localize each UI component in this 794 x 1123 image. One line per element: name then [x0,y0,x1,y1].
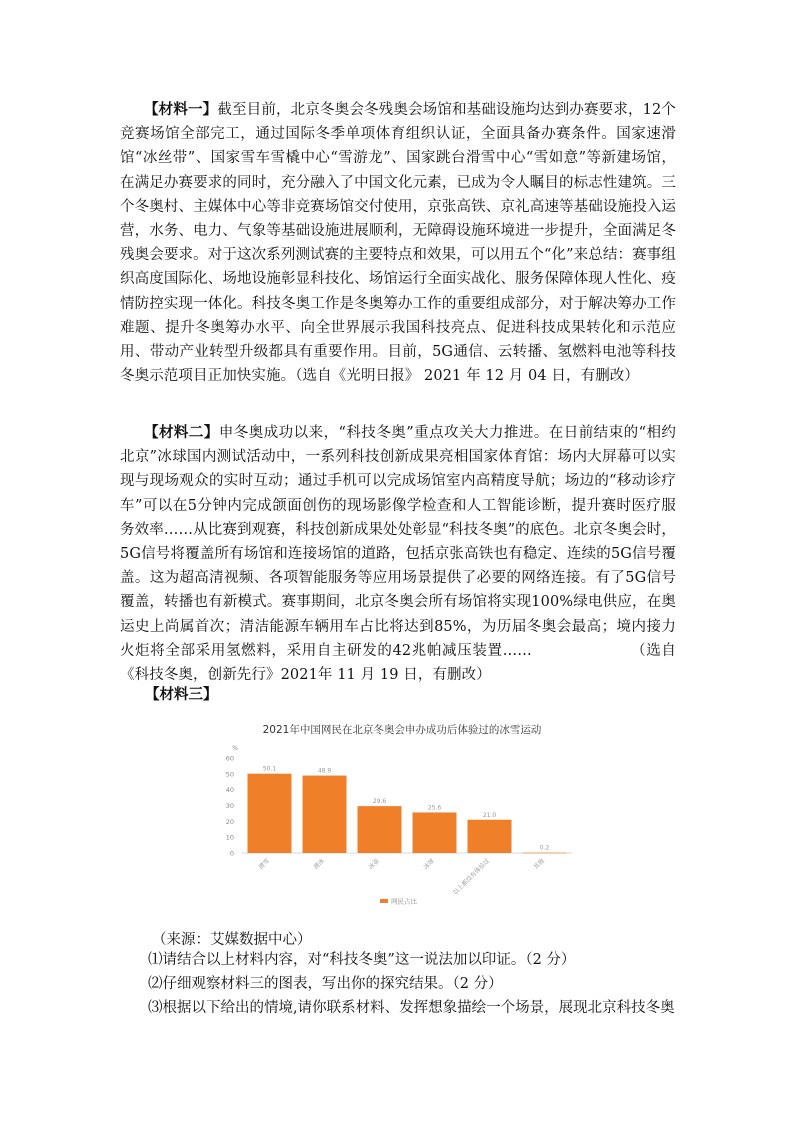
y-tick-label: 60 [225,754,234,763]
x-tick-label-5: 以上都没有体验过 [452,857,491,897]
x-tick-label-4: 冰球 [422,857,436,871]
data-label-3: 29.6 [372,798,387,806]
bar-2 [303,776,347,853]
data-label-6: 0.2 [539,844,550,852]
x-tick-label-3: 冰壶 [367,857,381,871]
legend-label: 网民占比 [391,897,417,906]
y-tick-label: 30 [225,802,234,810]
question-1: ⑴请结合以上材料内容，对“科技冬奥”这一说法加以印证。（2 分） [148,952,576,968]
question-3: ⑶根据以下给出的情境,请你联系材料、发挥想象描绘一个场景，展现北京科技冬奥 [148,1000,675,1016]
y-tick-label: 40 [225,786,234,795]
data-source: （来源：艾媒数据中心） [152,932,312,948]
material-one-text: 截至目前，北京冬奥会冬残奥会场馆和基础设施均达到办赛要求，12个竞赛场馆全部完工，通过国际冬季单项体育组织认证，全面具备办赛条件。国家速滑馆“冰丝带”、国家雪车雪橇中心“雪游龙”、国家跳台滑雪中心“雪如意”等新建场馆，在满足办赛要求的同时，充分融入了中国文化元素，已成为令人瞩目的标志性建筑。三个冬奥村、主媒体中心等非竞赛场馆交付使用，京张高铁、京礼高速等基础设施投入运营，水务、电力、气象等基础设施进展顺利，无障碍设施环境进一步提升，全面满足冬残奥会要求。对于这次系列测试赛的主要特点和效果，可以用五个“化”来总结：赛事组织高度国际化、场地设施彰显科技化、场馆运行全面实战化、服务保障体现人性化、疫情防控实现一体化。科技冬奥工作是冬奥筹办工作的重要组成部分，对于解决筹办工作难题、提升冬奥筹办水平、向全世界展示我国科技亮点、促进科技成果转化和示范应用、带动产业转型升级都具有重要作用。目前，5G通信、云转播、氢燃料电池等科技冬奥示范项目正加快实施。（选自《光明日报》 2021 年 12 月 04 日，有删改） [120,102,677,385]
material-two-text: 申冬奥成功以来，“科技冬奥”重点攻关大力推进。在日前结束的“相约北京”冰球国内测试活动中，一系列科技创新成果亮相国家体育馆：场内大屏幕可以实现与现场观众的实时互动；通过手机可以完成场馆室内高精度导航；场边的“移动诊疗车”可以在5分钟内完成颌面创伤的现场影像学检查和人工智能诊断，提升赛时医疗服务效率……从比赛到观赛，科技创新成果处处彰显“科技冬奥”的底色。北京冬奥会时，5G信号将覆盖所有场馆和连接场馆的道路，包括京张高铁也有稳定、连续的5G信号覆盖。这为超高清视频、各项智能服务等应用场景提供了必要的网络连接。有了5G信号覆盖，转播也有新模式。赛事期间，北京冬奥会所有场馆将实现100%绿电供应，在奥运史上尚属首次；清洁能源车辆用车占比将达到85%，为历届冬奥会最高；境内接力火炬将全部采用氢燃料，采用自主研发的42兆帕减压装置…… （选自《科技冬奥，创新先行》2021年 11 月 19 日，有删改） [120,425,677,684]
material-one-tag: 【材料一】 [144,101,218,118]
bar-1 [248,774,292,853]
chart-svg [212,718,592,918]
y-tick-label: 50 [225,770,234,779]
y-unit-label: % [232,745,238,752]
x-tick-label-6: 其他 [532,857,546,871]
legend-swatch [380,899,388,903]
question-2: ⑵仔细观察材料三的图表，写出你的探究结果。（2 分） [148,976,503,992]
bar-3 [358,806,402,853]
y-tick-label: 20 [225,817,234,826]
chart-title: 2021年中国网民在北京冬奥会申办成功后体验过的冰雪运动 [262,724,542,736]
bar-4 [413,812,457,853]
data-label-4: 25.6 [427,804,442,812]
data-label-5: 21.0 [482,811,497,819]
bar-6 [523,853,567,854]
bar-chart [212,718,592,918]
material-two-tag: 【材料二】 [144,424,219,441]
data-label-2: 48.9 [317,767,332,775]
y-tick-label: 0 [229,849,234,858]
x-tick-label-2: 滑冰 [312,857,326,871]
y-tick-label: 10 [225,833,234,842]
data-label-1: 50.1 [262,765,277,773]
material-three-tag: 【材料三】 [145,686,218,703]
material-two-paragraph [120,421,676,687]
material-one-paragraph [120,98,676,388]
x-tick-label-1: 滑雪 [257,857,271,871]
bar-5 [468,820,512,853]
